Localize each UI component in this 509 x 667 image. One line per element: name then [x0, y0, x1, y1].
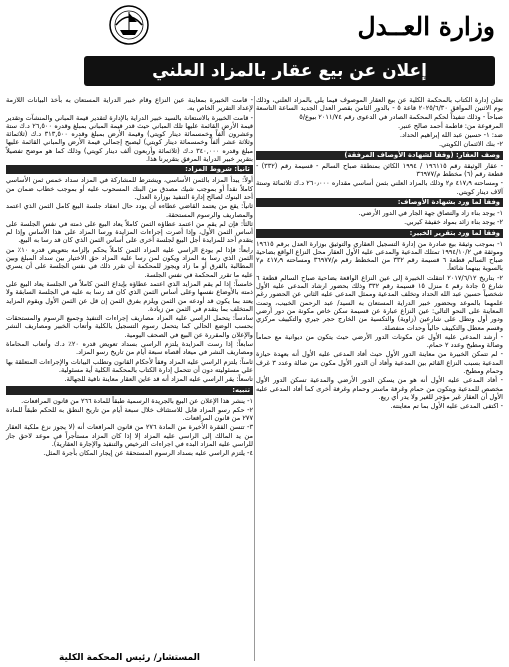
- paragraph: - قامت الخبيرة بالاستعانة بالسيد خبير الدراية بالإدارة لتقدير قيمة المباني والمنشآت وتقدير قيمة الأرض القائمة عليها تلك المباني حيث قدر قيمة المباني بمبلغ وقدره ٢٦,٥٠٠ د.ك ستة وعشرون ألفاً وخمسمائة دينار كويتي) وقيمة الأرض بمبلغ وقدره ٣١٣,٥٠٠ د.ك (ثلاثمائة وثلاثة عشر ألفاً وخمسمائة دينار كويتي) ليصبح إجمالي قيمة الأرض والمباني القائمة عليها مبلغ وقدره ٣٤٠,٠٠٠ د.ك (ثلاثمائة وأربعون ألف دينار كويتي) وذلك كما هو موضح تفصيلاً بتقرير خبير الدراية المرفق بتقريرنا هذا.: [6, 113, 253, 164]
- paragraph: - قامت الخبيرة بمعاينة عين النزاع وقام خبير الدراية المستعان به بأخذ البيانات اللازمة لإعداد التقرير الخاص به.: [6, 96, 253, 113]
- paragraph: ٢- حكم رسو المزاد قابل للاستئناف خلال سبعة أيام من تاريخ النطق به للحكم طبقاً للمادة ٢٧٧ من قانون المرافعات.: [6, 405, 253, 423]
- left-column: [6, 96, 253, 459]
- paragraph: سادساً: يتحمل الراسي عليه المزاد مصاريف إجراءات التنفيذ وجميع الرسوم والمستحقات بحسب الوضع الحالي كما يتحمل رسوم التسجيل بالكلية وأتعاب الخبير ومصاريف النشر والإعلان والمقررة عن البيع في الصحف اليومية.: [6, 314, 253, 339]
- paragraph: ٢- بنك الائتمان الكويتي.: [439, 140, 503, 149]
- paragraph: ٤- يلتزم الراسي عليه بسداد الرسوم المستحقة عن إيجار المكان بأجرة المثل.: [43, 449, 253, 458]
- right-column: [256, 96, 503, 412]
- section-heading: تنبيه:: [6, 386, 253, 395]
- announcement-title: إعلان عن بيع عقار بالمزاد العلني: [84, 56, 495, 86]
- paragraph: ١- ينشر هذا الإعلان عن البيع بالجريدة الرسمية طبقاً للمادة ٢٦٦ من قانون المرافعات.: [21, 396, 253, 405]
- paragraph: - ومساحته ٤١٧٫٩ م٢ وذلك بالمزاد العلني بثمن أساسي مقداره ٢٦٠٫٠٠٠ د.ك ثلاثمائة وستة آلاف دينار كويتي.: [256, 179, 503, 196]
- paragraph: ٣- تتسن الفقرة الأخيرة من المادة ٢٧٦ من قانون المرافعات أنه (لا يجوز نزع ملكية العقار من يد المالك إلى الراسي عليه المزاد إلا إذا كان المزاد مستأجراً في موعد لاحق جاز للراسي عليه المزاد البدء في اجراءات الترخيص والتنفيذ والإجارة العقارية).: [6, 423, 253, 448]
- paragraph: ثانياً: يقع من يعتمد القاضي عطاءه أن يودد حال انعقاد جلسة البيع كامل الثمن الذي اعتمد والمصاريف والرسوم المستحقة.: [6, 202, 253, 219]
- ministry-title: وزارة العــدل: [357, 12, 495, 41]
- paragraph: ١- بموجب وثيقة بيع صادرة من إدارة التسجيل العقاري والتوثيق بوزارة العدل برقم ١٩٦١٥ وموثقة في ١٩٩٤/١٠/٢ تمتلك المدعية والمدعى عليه الأول العقار محل النزاع الواقع بضاحية صباح السالم قطعة ٦ قسيمة رقم ٣٣٢ من المخطط رقم م/٣٦٩٧٧ ومساحته ٤١٧٫٩ م٢ بالسوية بينهما شائعاً.: [256, 239, 503, 273]
- paragraph: خامساً: إذا لم يقم المزايد الذي اعتمد عطاؤه بإيداع الثمن كاملاً في الجلسة يعاد البيع على ذمته بالأوضاع نفسها وعلى أساس الثمن الذي كان قد رسا به عليه في الجلسة السابقة ولا يعتد بما يكون قد أودعه من الثمن ويلزم بفرق الثمن إن قل عن الثمن الأول ويقوم المزايد المتخلف بما يتقدم في الثمن من زيادة.: [6, 279, 253, 313]
- paragraph: تاسعاً: يقر الراسي عليه المزاد أنه قد عاين العقار معاينة نافية للجهالة.: [64, 375, 253, 384]
- paragraph: - اكتفى المدعى عليه الأول بما تم معاينته.: [390, 402, 503, 411]
- paragraph: - عقار الوثيقة رقم ١٩٦١١٥ / ١٩٩٤ الكائن بمنطقة صباح السالم - قسيمة رقم (٣٣٢) - قطعة رقم (٦) مخطط م/٣٦٩٧٧: [256, 161, 503, 179]
- paragraph: ثامناً: يلتزم الراسي عليه المزاد وفقاً لأحكام القانون وتطلب البيانات والإجراءات المتعلقة بها علي مسئوليته دون أن تتحمل إدارة الكتاب بالمحكمة الكلية أية مسئولية.: [6, 357, 253, 374]
- paragraph: ضد: ١- حسين عبد الله إبراهيم الحداد.: [399, 131, 503, 140]
- header: [0, 0, 509, 96]
- paragraph: - لم تتمكن الخبيرة من معاينة الدور الأول حيث أفاد المدعى عليه الأول أنه بعهدة حيازة المدعية بسبب النزاع القائم بين المدعية وأفاد أن الدور الأول مكون من صالة وعدد ٣ غرف وحمام ومطبخ.: [256, 350, 503, 376]
- section-heading: وصف العقار: (وفقاً لشهادة الأوصاف المرفقة): [256, 151, 503, 160]
- paragraph: أولاً: يبدأ المزاد بالثمن الأساسي، ويشترط للمشاركة في المزاد سداد خمس ثمن الأساسي كاملاً نقداً أو بموجب شيك مصدق من البنك المسحوب عليه أو بموجب خطاب ضمان من أحد البنوك لصالح إدارة التنفيذ بوزارة العدل.: [6, 176, 253, 201]
- column-divider: [254, 96, 255, 661]
- paragraph: المرفوعة من: فاطمة أحمد صالح عنبر.: [397, 121, 503, 130]
- paragraph: تعلن إدارة الكتاب بالمحكمة الكلية عن بيع العقار الموصوف فيما يلي بالمزاد العلني، وذلك يوم الاثنين الموافق ٢٠٢٥/٦/٣٠ قاعة ٥ - بالدور الثامن بقصر العدل الجديد الساعة التاسعة صباحاً - وذلك تنفيذاً لحكم المحكمة الصادر في الدعوى رقم ٢٠١١/٧٤ بيوع/٥: [256, 96, 503, 121]
- kuwait-emblem-icon: [108, 4, 150, 46]
- paragraph: سابعاً: إذا رست المزايدة يلتزم الراسي بسداد تعويض قدره ٢٠٪ د.ك وأتعاب المحاماة ومصاريف النشر في ميعاد أقصاه سبعة أيام من تاريخ رسو المزاد.: [6, 340, 253, 357]
- section-heading: ثانياً: شروط المزاد:: [6, 165, 253, 174]
- paragraph: رابعاً: فإذا لم يودع الراسي عليه المزاد الثمن كاملاً يحكم بإلزامه بتعويض قدره ١٠٪ من الثمن الذي رسا به المزاد ويكون لمن رسا عليه المزاد حق الاختيار بين سداد المبلغ وبين المطالبة بالفرق أو ما زاد ويجوز للمحكمة أن تقرر ذلك في نفس الجلسة على أن يسري عليه ما تقرر المحكمة في نفس الجلسة.: [6, 245, 253, 279]
- section-heading: وفقاً لما ورد بشهادة الأوصاف:: [256, 198, 503, 207]
- paragraph: - أفاد المدعى عليه الأول أنه هو من يسكن الدور الأرضي والمدعية تسكن الدور الأول مخصص للمدعية ويتكون من حمام وغرفة ماستر وحمام وغرفة أخرى كما أفاد المدعى عليه الأول أن العقار غير مؤجر للغير ولا يدر أي ريع.: [256, 376, 503, 401]
- paragraph: ٢- يوجد بناء زائد بمواد خفيفة كيربي.: [404, 218, 503, 227]
- paragraph: ٢- بتاريخ ٢٠١٧/٦/١٢ انتقلت الخبيرة إلى عين النزاع الواقعة بضاحية صباح السالم قطعة ٦ شارع ٥ جادة رقم ٤ منزل ١٥ قسيمة رقم ٣٣٢ وذلك بحضور ارشاد المدعى عليه الأول شخصياً حسين عبد الله الحداد وتخلف المدعية وممثل المدعى عليه الثاني عن الحضور رغم علمهما بالموعد وبحضور خبير الدراية المستعان به السيد/ عبد الرحمن الخبيب، وتمت المعاينة على النحو التالي: عين النزاع عبارة عن قسيمة سكن خاص مكونة من دور أرضي ودور أول وتطل على شارعين (زاوية) والتكسية من الخارج حجر جيري والتكييف مركزي وقسم معطل والتكييف حالياً وحدات منفصلة.: [256, 273, 503, 332]
- section-heading: وفقاً لما ورد بتقرير الخبير:: [256, 229, 503, 238]
- signature: المستشار/ رئيس المحكمة الكلية: [59, 653, 200, 663]
- paragraph: ثالثاً: فإن لم يقم من اعتمد عطاؤه الثمن كاملاً يعاد البيع على ذمته في نفس الجلسة على أساس الثمن الأول، وإذا أصرت إجراءات المزايدة ورسا المزاد على هذا الأساس وإذا لم يتقدم أحد للمزايدة أجل البيع لجلسة أخرى على أساس الثمن الذي كان قد رسا به البيع.: [6, 219, 253, 245]
- paragraph: ١- يوجد بناء زاد والتصاق جهة الجار في الدور الأرضي.: [358, 208, 503, 217]
- paragraph: - أرشد المدعى عليه الأول عن مكونات الدور الأرضي حيث يتكون من ديوانية مع حماماً وصالة ومطبخ وعدد ٢ حمام.: [256, 332, 503, 350]
